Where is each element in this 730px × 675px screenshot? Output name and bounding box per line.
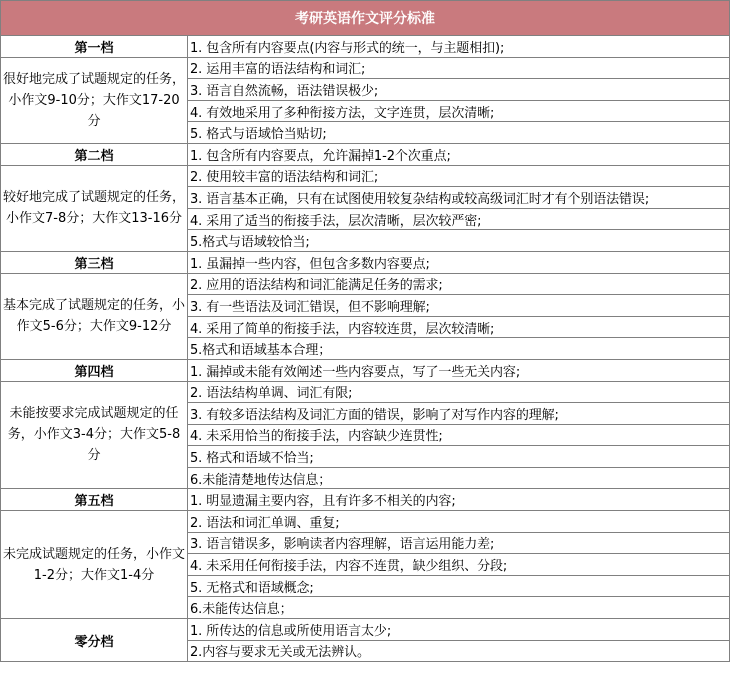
grade-name: 零分档 [1, 619, 188, 662]
criterion-cell: 6.未能传达信息； [188, 597, 730, 619]
table-row [1, 57, 730, 79]
criterion-cell: 2. 运用丰富的语法结构和词汇; [188, 57, 730, 79]
grade-description: 很好地完成了试题规定的任务，小作文9-10分；大作文17-20分 [1, 57, 188, 143]
criterion-cell: 6.未能清楚地传达信息； [188, 467, 730, 489]
criterion-cell: 2. 使用较丰富的语法结构和词汇; [188, 165, 730, 187]
grade-description: 基本完成了试题规定的任务，小作文5-6分；大作文9-12分 [1, 273, 188, 359]
table-row [1, 359, 730, 381]
criterion-cell: 1. 包含所有内容要点，允许漏掉1-2个次重点; [188, 143, 730, 165]
criterion-cell: 3. 有较多语法结构及词汇方面的错误，影响了对写作内容的理解; [188, 403, 730, 425]
criterion-cell: 2.内容与要求无关或无法辨认。 [188, 640, 730, 662]
criterion-cell: 4. 未采用恰当的衔接手法，内容缺少连贯性; [188, 424, 730, 446]
grade-name: 第三档 [1, 251, 188, 273]
criterion-cell: 1. 明显遗漏主要内容，且有许多不相关的内容; [188, 489, 730, 511]
grade-name: 第一档 [1, 36, 188, 58]
grade-name: 第四档 [1, 359, 188, 381]
criterion-cell: 5. 格式与语域恰当贴切; [188, 122, 730, 144]
criterion-cell: 3. 语言错误多，影响读者内容理解，语言运用能力差; [188, 532, 730, 554]
criterion-cell: 4. 采用了简单的衔接手法，内容较连贯，层次较清晰; [188, 316, 730, 338]
criterion-cell: 3. 语言自然流畅，语法错误极少; [188, 79, 730, 101]
criterion-cell: 5. 格式和语域不恰当; [188, 446, 730, 468]
table-title: 考研英语作文评分标准 [1, 1, 730, 36]
criterion-cell: 5.格式和语域基本合理； [188, 338, 730, 360]
title-row [1, 1, 730, 36]
table-row [1, 165, 730, 187]
grade-description: 未能按要求完成试题规定的任务，小作文3-4分；大作文5-8分 [1, 381, 188, 489]
scoring-table-body [1, 1, 730, 662]
criterion-cell: 1. 所传达的信息或所使用语言太少; [188, 619, 730, 641]
table-row [1, 251, 730, 273]
criterion-cell: 3. 有一些语法及词汇错误，但不影响理解; [188, 295, 730, 317]
table-row [1, 381, 730, 403]
criterion-cell: 5. 无格式和语域概念; [188, 575, 730, 597]
criterion-cell: 4. 采用了适当的衔接手法，层次清晰，层次较严密; [188, 208, 730, 230]
criterion-cell: 1. 虽漏掉一些内容，但包含多数内容要点; [188, 251, 730, 273]
criterion-cell: 2. 应用的语法结构和词汇能满足任务的需求; [188, 273, 730, 295]
criterion-cell: 1. 包含所有内容要点(内容与形式的统一，与主题相扣); [188, 36, 730, 58]
criterion-cell: 3. 语言基本正确，只有在试图使用较复杂结构或较高级词汇时才有个别语法错误; [188, 187, 730, 209]
grade-description: 未完成试题规定的任务，小作文1-2分；大作文1-4分 [1, 511, 188, 619]
criterion-cell: 2. 语法结构单调、词汇有限; [188, 381, 730, 403]
table-row [1, 143, 730, 165]
table-row [1, 36, 730, 58]
grade-name: 第五档 [1, 489, 188, 511]
criterion-cell: 5.格式与语域较恰当; [188, 230, 730, 252]
criterion-cell: 4. 有效地采用了多种衔接方法，文字连贯，层次清晰; [188, 100, 730, 122]
table-row [1, 619, 730, 641]
table-row [1, 273, 730, 295]
table-row [1, 489, 730, 511]
table-row [1, 511, 730, 533]
criterion-cell: 4. 未采用任何衔接手法，内容不连贯，缺少组织、分段; [188, 554, 730, 576]
criterion-cell: 2. 语法和词汇单调、重复; [188, 511, 730, 533]
grade-description: 较好地完成了试题规定的任务，小作文7-8分；大作文13-16分 [1, 165, 188, 251]
grade-name: 第二档 [1, 143, 188, 165]
criterion-cell: 1. 漏掉或未能有效阐述一些内容要点，写了一些无关内容; [188, 359, 730, 381]
